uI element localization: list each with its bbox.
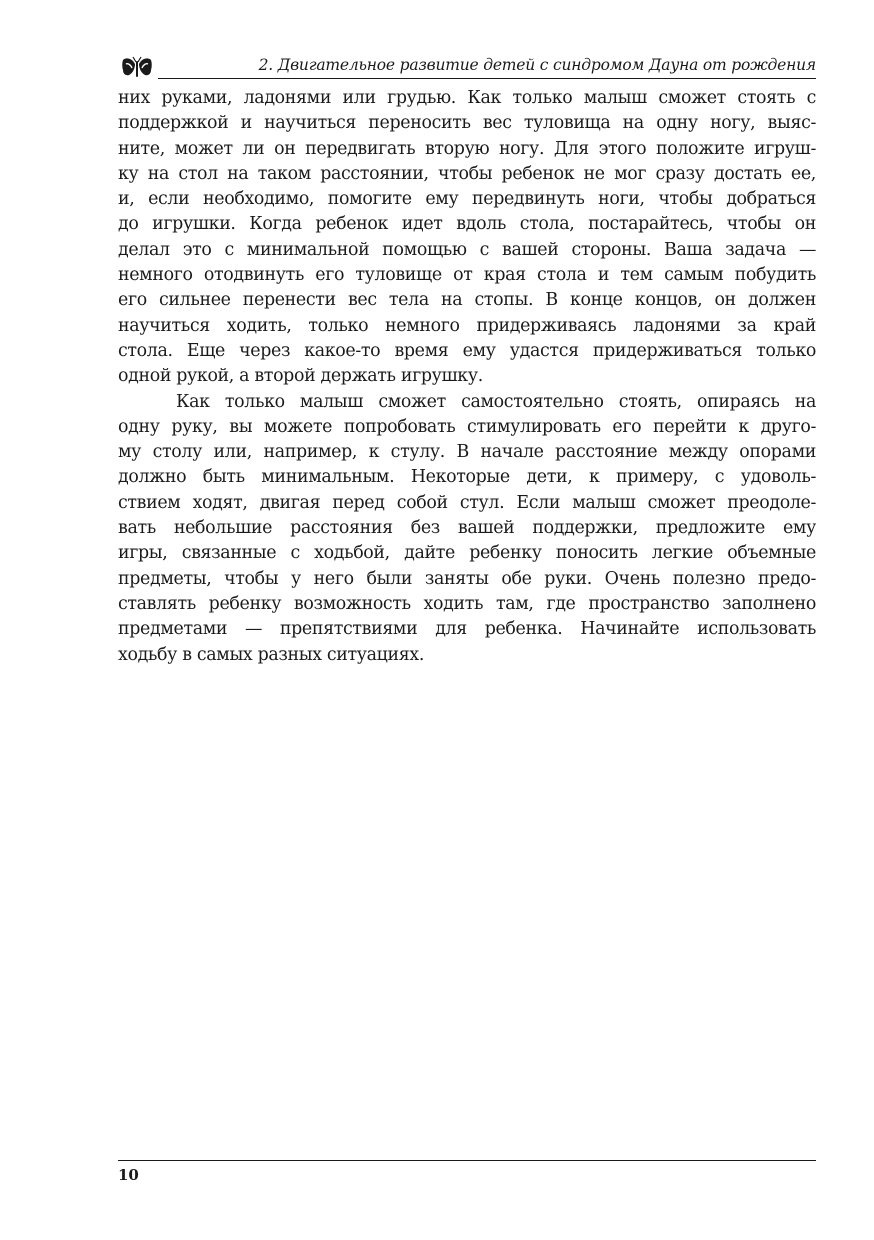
text-line: научиться ходить, только немного придерживаясь ладонями за край xyxy=(118,315,816,336)
text-line: предметами — препятствиями для ребенка. Начинайте использовать xyxy=(118,619,816,640)
text-line: предметы, чтобы у него были заняты обе руки. Очень полезно предо- xyxy=(118,568,816,589)
text-line: ставлять ребенку возможность ходить там, где пространство заполнено xyxy=(118,593,816,614)
text-line: Как только малыш сможет самостоятельно стоять, опираясь на xyxy=(176,391,816,412)
header-rule xyxy=(158,78,816,79)
paragraph-1 xyxy=(118,86,816,390)
text-line: вать небольшие расстояния без вашей поддержки, предложите ему xyxy=(118,518,816,539)
text-line: делал это с минимальной помощью с вашей стороны. Ваша задача — xyxy=(118,239,816,260)
text-line: ходьбу в самых разных ситуациях. xyxy=(118,644,425,665)
text-line: должно быть минимальным. Некоторые дети, к примеру, с удоволь- xyxy=(118,467,816,488)
body-text xyxy=(118,86,816,668)
text-line: ните, может ли он передвигать вторую ногу. Для этого положите игруш- xyxy=(118,138,816,159)
page-header xyxy=(118,52,816,82)
text-line: и, если необходимо, помогите ему передвинуть ноги, чтобы добраться xyxy=(118,189,816,210)
butterfly-icon xyxy=(120,56,154,80)
footer-rule xyxy=(118,1160,816,1161)
text-line: его сильнее перенести вес тела на стопы. В конце концов, он должен xyxy=(118,290,816,311)
text-line: стола. Еще через какое-то время ему удастся придерживаться только xyxy=(118,340,816,361)
paragraph-2 xyxy=(118,390,816,668)
text-line: одной рукой, а второй держать игрушку. xyxy=(118,366,483,387)
running-title: 2. Двигательное развитие детей с синдромом Дауна от рождения xyxy=(258,56,816,74)
text-line: игры, связанные с ходьбой, дайте ребенку поносить легкие объемные xyxy=(118,543,816,564)
text-line: му столу или, например, к стулу. В начале расстояние между опорами xyxy=(118,442,816,463)
text-line: ствием ходят, двигая перед собой стул. Если малыш сможет преодоле- xyxy=(118,492,816,513)
text-line: до игрушки. Когда ребенок идет вдоль стола, постарайтесь, чтобы он xyxy=(118,214,816,235)
text-line: ку на стол на таком расстоянии, чтобы ребенок не мог сразу достать ее, xyxy=(118,163,816,184)
text-line: одну руку, вы можете попробовать стимулировать его перейти к друго- xyxy=(118,416,816,437)
text-line: немного отодвинуть его туловище от края стола и тем самым побудить xyxy=(118,265,816,286)
text-line: поддержкой и научиться переносить вес туловища на одну ногу, выяс- xyxy=(118,113,816,134)
text-line: них руками, ладонями или грудью. Как только малыш сможет стоять с xyxy=(118,88,816,108)
page-number: 10 xyxy=(118,1166,139,1184)
